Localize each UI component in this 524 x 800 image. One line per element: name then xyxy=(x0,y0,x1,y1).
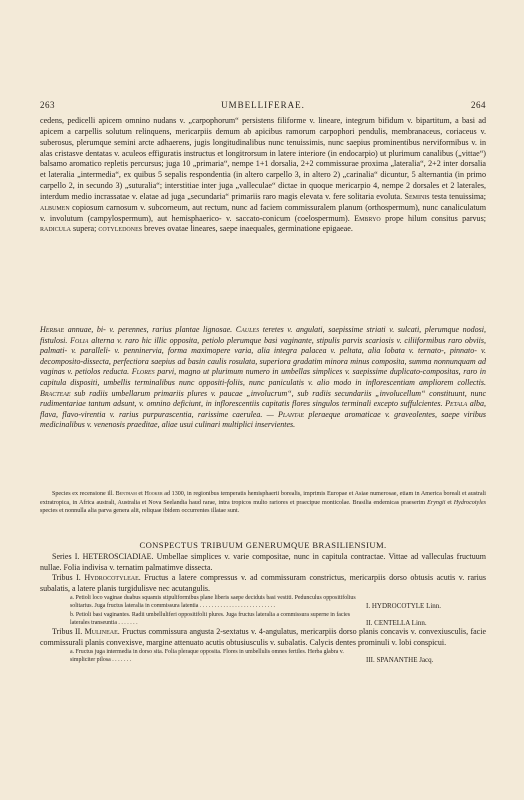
tribus-mulineae xyxy=(40,627,486,648)
series-description: Series I. HETEROSCIADIAE. Umbellae simplices v. varie compositae, nunc in capitula contractae. Vittae ad valleculas fructuum nullae. Folia indivisa v. ternatim palmatimve dissecta. xyxy=(40,552,486,572)
text-segment: parvi, magno ut plurimum numero in umbellas simplices v. saepissime duplicato-compositas, raro in capitula dispositi, umbellis terminalibus nunc oppositi-foliis, nunc paniculatis v. alio modo in inflorescentiam ampliorem collectis. xyxy=(40,367,486,387)
running-title: UMBELLIFERAE. xyxy=(221,100,305,110)
key-text: a. Petioli loco vaginae duabus squamis stipuliformibus plane liberis saepe deciduis basi vestiti. Pedunculus oppositifolius solitarius. Juga fructus lateralia in commissura latentia . . . . . . . . . . . . . . . . . . . . . . . . . . xyxy=(70,595,356,610)
text-segment: Tribus II. xyxy=(52,627,85,637)
caules-label: Caules xyxy=(235,325,260,334)
text-segment: copiosum carnosum v. subcorneum, aut rectum, nunc ad faciem commissuralem planum (orthospermum), nunc canaliculatum v. involutum (campylospermum), aut hemisphaerico- v. saccato-conicum (coelospermum). xyxy=(40,202,486,223)
text-segment: pleraeque aromaticae v. graveolentes, saepe viribus medicinalibus v. venenosis praeditae, aliae usui culinari multiplici inservientes. xyxy=(40,409,486,430)
tribus-name: Hydrocotyleae. xyxy=(84,573,141,583)
folia-label: Folia xyxy=(70,335,89,345)
text-segment: testa tenuissima; xyxy=(429,191,486,201)
key-entry-b xyxy=(70,611,486,628)
genus-eryngii: Eryngii xyxy=(427,499,446,506)
text-segment: prope hilum consitus parvus; xyxy=(380,213,487,223)
radicula-label: radicula xyxy=(40,224,71,234)
text-segment: sub radiis umbellarum primariis plures v. paucae „involucrum“, sub radiis secundariis „involucellum“ constituunt, nunc rudimentariae tantum adsunt, v. omnino deficiunt, in inflorescentiis capitatis flores singulos terminali excepto suffulcientes. xyxy=(40,388,486,409)
text-segment: annuae, bi- v. perennes, rarius plantae lignosae. xyxy=(64,325,236,334)
key-entry-c xyxy=(70,648,486,665)
text-segment: species et nonnulla alia parva genera alit, reliquae ibidem occurrentes illatae sunt. xyxy=(40,508,240,515)
key-result: II. CENTELLA Linn. xyxy=(366,618,427,627)
text-segment: breves ovatae lineares, saepe inaequales, germinatione epigaeae. xyxy=(142,224,353,234)
text-segment: teretes v. angulati, saepissime striati v. sulcati, plerumque nodosi, fistulosi. xyxy=(40,325,486,345)
text-segment: alterna v. raro hic illic opposita, petiolo plerumque basi vaginante, stipulis parvis scariosis v. ciliiformibus raro obviis, palmati- v. paralleli- v. penninervia, forma maximopere varia, alia integra palacea v. peltata, alia lobata v. ternato-, pinnato- v. decomposito-dissecta, perfectiora saepius ad basin caulis rosulata, superiora gradatim minora minus composita, summa nonnunquam ad vaginas v. petiolos reducta. xyxy=(40,335,486,377)
tribus-name: Mulineae. xyxy=(84,627,120,637)
bracteae-label: Bracteae xyxy=(40,388,71,398)
key-text: a. Fructus juga intermedia in dorso sita. Folia pleraque opposita. Flores in umbellulis omnes fertiles. Herba glabra v. simpliciter pilosa . . . . . . . xyxy=(70,649,344,664)
text-segment: alba, flava, flavo-virentia v. rarius purpurascentia, rarissime caerulea. — xyxy=(40,399,486,419)
distribution-note xyxy=(40,490,486,516)
conspectus-section xyxy=(40,540,486,665)
page-number-right: 264 xyxy=(471,100,486,110)
key-entry-a xyxy=(70,594,486,611)
tribus-hydrocotyleae xyxy=(40,573,486,594)
semen-label: Seminis xyxy=(404,191,430,201)
key-result: III. SPANANTHE Jacq. xyxy=(366,656,434,665)
author-bentham: Bentham xyxy=(115,491,137,497)
text-segment: supera; xyxy=(71,224,99,234)
text-segment: Species ex recensione ill. xyxy=(52,491,116,497)
text-segment: ad 1300, in regionibus temperatis hemisphaerii borealis, imprimis Europae et Asiae numerosae, etiam in America boreali et australi extratropica, in Africa australi, Australia et Nova Seelandia haud rarae, intra tropicos multo rariores et praecipue monticolae. Brasilia endemicas praeserim xyxy=(40,491,486,506)
text-segment: Fructus commissura angusta 2-sextatus v. 4-angulatus, mericarpiis dorso planis concavis v. convexiusculis, facie commissurali planis convexisve, margine attenuato acutis obtusiusculis v. subalatis. Calycis dentes prominuli v. lobi conspicui. xyxy=(40,627,487,647)
page-number-left: 263 xyxy=(40,100,55,110)
habit-paragraph xyxy=(40,325,486,431)
key-text: b. Petioli basi vaginantes. Radii umbelluliferi oppositifolii plures. Juga fructus lateralia a commissura superne in facies laterales transeuntia . . . . . . . xyxy=(70,611,351,626)
text-segment: et xyxy=(445,499,454,506)
key-result: I. HYDROCOTYLE Linn. xyxy=(366,602,442,611)
embryo-label: Embryo xyxy=(354,213,381,223)
petala-label: Petala xyxy=(445,399,468,409)
fruit-description-paragraph xyxy=(40,116,486,235)
running-header xyxy=(40,100,486,110)
herbae-label: Herbae xyxy=(40,325,65,334)
text-segment: Tribus I. xyxy=(52,573,85,583)
text-segment: cedens, pedicelli apicem omnino nudans v. „carpophorum“ persistens filiforme v. lineare, integrum bifidum v. bipartitum, a basi ad apicem a carpellis solutum relinquens, mericarpiis demum ab apicibus ramorum carpophori pendulis, membranaceus, coriaceus v. suberosus, plerumque semini arcte adhaerens, jugis longitudinalibus nunc tenuissimis, nunc saepius prominentibus nerviformibus v. in alas cristasve dentatas v. aculeos effiguratis instructus et longitrorsum in latere interiore (in endocarpio) ut plurimum canalibus („vittae“) balsamo aromatico repletis percursus; juga 10 „primaria“, nempe 1+1 dorsalia, 2+2 commissurae proxima „lateralia“, 2+2 inter dorsalia et lateralia „intermedia“, ex quibus 5 sepalis respondentia (in altero carpello 3, in altero 2) „carinalia“ dicuntur, 5 alternantia (in primo carpello 2, in secundo 3) „suturalia“; interstitiae inter juga „valleculae“ dictae in quoque mericarpio 4, nempe 2 dorsales et 2 laterales, interdum medio incrassatae v. elatae ad juga „secundaria“ primariis raro magis elevata v. fere solitaria evoluta. xyxy=(40,116,486,201)
plantae-label: Plantae xyxy=(277,409,305,419)
author-hooker: Hooker xyxy=(144,491,163,497)
albumen-label: albumen xyxy=(40,202,70,212)
text-segment: et xyxy=(136,491,145,497)
text-segment: Fructus a latere compressus v. ad commissuram constrictus, mericarpiis dorso obtusis acutis v. rarius subalatis, a latere planis turgidulisve nec acutangulis. xyxy=(40,573,486,593)
genus-hydrocotyles: Hydrocotyles xyxy=(453,499,486,506)
cotyledones-label: cotyledones xyxy=(98,224,143,234)
flores-label: Flores xyxy=(131,367,155,377)
conspectus-title: CONSPECTUS TRIBUUM GENERUMQUE BRASILIENSIUM. xyxy=(139,540,387,550)
